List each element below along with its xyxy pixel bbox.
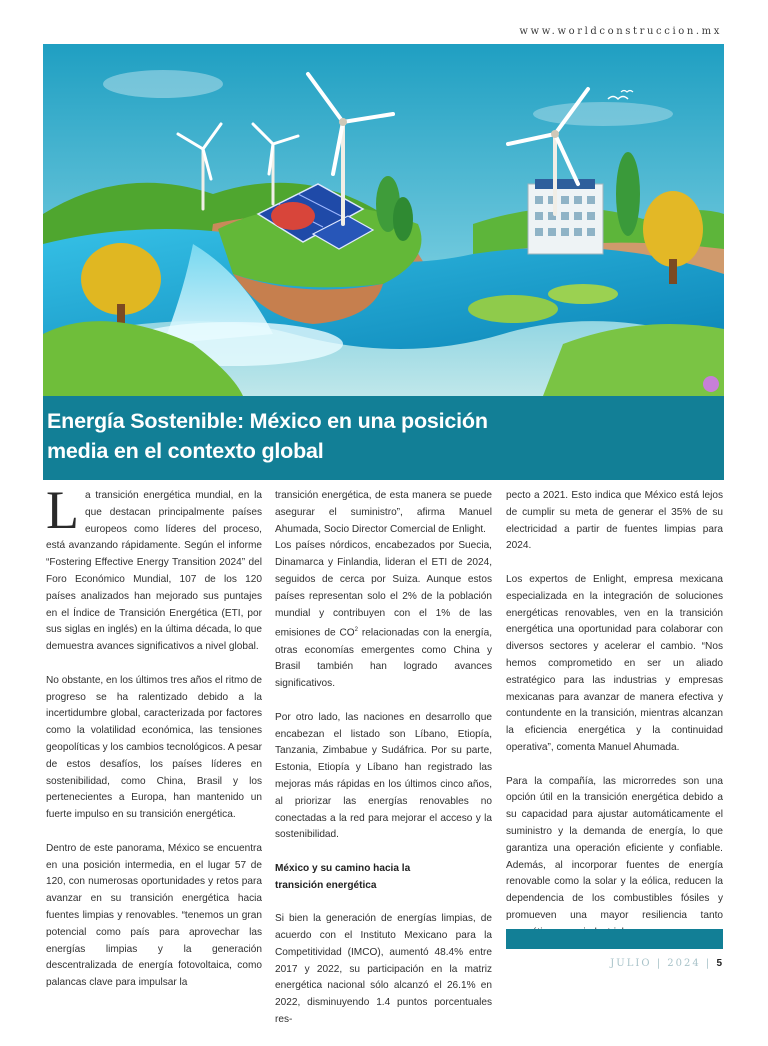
title-line-1: Energía Sostenible: México en una posición	[47, 409, 488, 433]
paragraph: Los expertos de Enlight, empresa mexicana especializada en la integración de soluciones energéticas renovables, ven en la transición energética una oportunidad para colaborar con diversos sectores y acelerar el cambio. “Nos hemos comprometido en ser un aliado estratégico para las industrias y empresas mexicanas para avanzar de manera efectiva y contundente en la transición, mientras alcanzan la eficiencia energética y la continuidad operativa”, comenta Manuel Ahumada.	[506, 573, 723, 753]
paragraph: Para la compañía, las microrredes son una opción útil en la transición energética debido a su capacidad para ajustar automáticamente el suministro y la demanda de energía, lo que garantiza una operación eficiente y confiable. Además, al incorporar fuentes de energía renovable como la solar y la eólica, reducen la dependencia de los combustibles fósiles y promueven una mayor resiliencia tanto	[506, 775, 723, 921]
drop-cap: L	[46, 480, 79, 540]
hero-illustration	[43, 44, 724, 396]
decorative-bar	[506, 929, 723, 949]
paragraph: Dentro de este panorama, México se encuentra en una posición intermedia, en el lugar 57 de 120, con numerosas oportunidades y retos para avanzar en su transición energética hacia fuentes limpias y renovables. “tenemos un gran potencial como país para aprovechar las energías limpias y la generación descentralizada de energía fotovoltaica, como palancas clave para impulsar la	[46, 842, 262, 989]
paragraph: Por otro lado, las naciones en desarrollo que encabezan el listado son Líbano, Etiopía, Tanzania, Zimbabue y Sudáfrica. Por su parte, Estonia, Etiopía y Líbano han registrado las mejoras más rápidas en los últimos cinco años, al priorizar las energías renovables no conectadas a la red para mejorar el acceso y la sostenibilidad.	[275, 711, 492, 841]
page-number: 5	[716, 958, 722, 969]
tree	[393, 197, 413, 241]
rock-island	[548, 284, 618, 304]
page-footer	[610, 958, 722, 969]
title-line-2: media en el contexto global	[47, 439, 324, 463]
paragraph: pecto a 2021. Esto indica que México está lejos de cumplir su meta de generar el 35% de su electricidad a partir de fuentes limpias para 2024.	[506, 490, 723, 552]
cloud	[103, 70, 223, 98]
tree	[643, 191, 703, 267]
title-band	[43, 396, 724, 480]
paragraph: Los países nórdicos, encabezados por Suecia, Dinamarca y Finlandia, lideran el ETI de 2024, seguidos de cerca por Suiza. Aunque estos países representan solo el 2% de la población mundial y contribuyen con el 1% de las emisiones de $CO^2$ relacionadas con la energía, otras economías emergentes como China y Brasil también han logrado avances significativos.	[275, 540, 492, 690]
paragraph: No obstante, en los últimos tres años el ritmo de progreso se ha ralentizado debido a la incertidumbre global, caracterizada por factores como la volatilidad económica, las tensiones geopolíticas y los cambios tecnológicos. A pesar de estos desafíos, los países líderes en sostenibilidad, como China, Brasil y los pertenecientes a Europa, han mantenido un fuerte impulso en su transición energética.	[46, 674, 263, 821]
column-3	[506, 488, 723, 958]
paragraph: Si bien la generación de energías limpias, de acuerdo con el Instituto Mexicano para la Competitividad (IMCO), aumentó 48.4% entre 2017 y 2022, su participación en la matriz energética nacional sólo alcanzó el 26.1% en 2022, disminuyendo 1.4 puntos porcentuales res-	[275, 913, 492, 1026]
paragraph: transición energética, de esta manera se puede asegurar el suministro”, afirma Manuel Ahumada, Socio Director Comercial de Enlight.	[275, 490, 492, 535]
tree	[616, 152, 640, 236]
article-title	[47, 406, 707, 466]
issue-date: JULIO | 2024 |	[610, 958, 712, 969]
paragraph: La transición energética mundial, en la que destacan principalmente países europeos como líderes del proceso, está avanzando rápidamente. Según el informe “Fostering Effective Energy Transition 2024” del Foro Económico Mundial, 107 de los 120 países analizados han mejorado sus puntajes en el Índice de Transición Energética (ETI, por sus siglas en inglés) en la última década, lo que demuestra avances significativos a nivel global.	[46, 480, 262, 653]
flowers	[703, 376, 719, 392]
cloud	[533, 102, 673, 126]
column-1	[46, 480, 263, 1009]
section-subhead: México y su camino hacia la transición energética	[275, 862, 411, 891]
tree	[271, 202, 315, 230]
site-url: www.worldconstruccion.mx	[519, 26, 722, 37]
rock-island	[468, 295, 558, 323]
column-2	[275, 488, 492, 1046]
